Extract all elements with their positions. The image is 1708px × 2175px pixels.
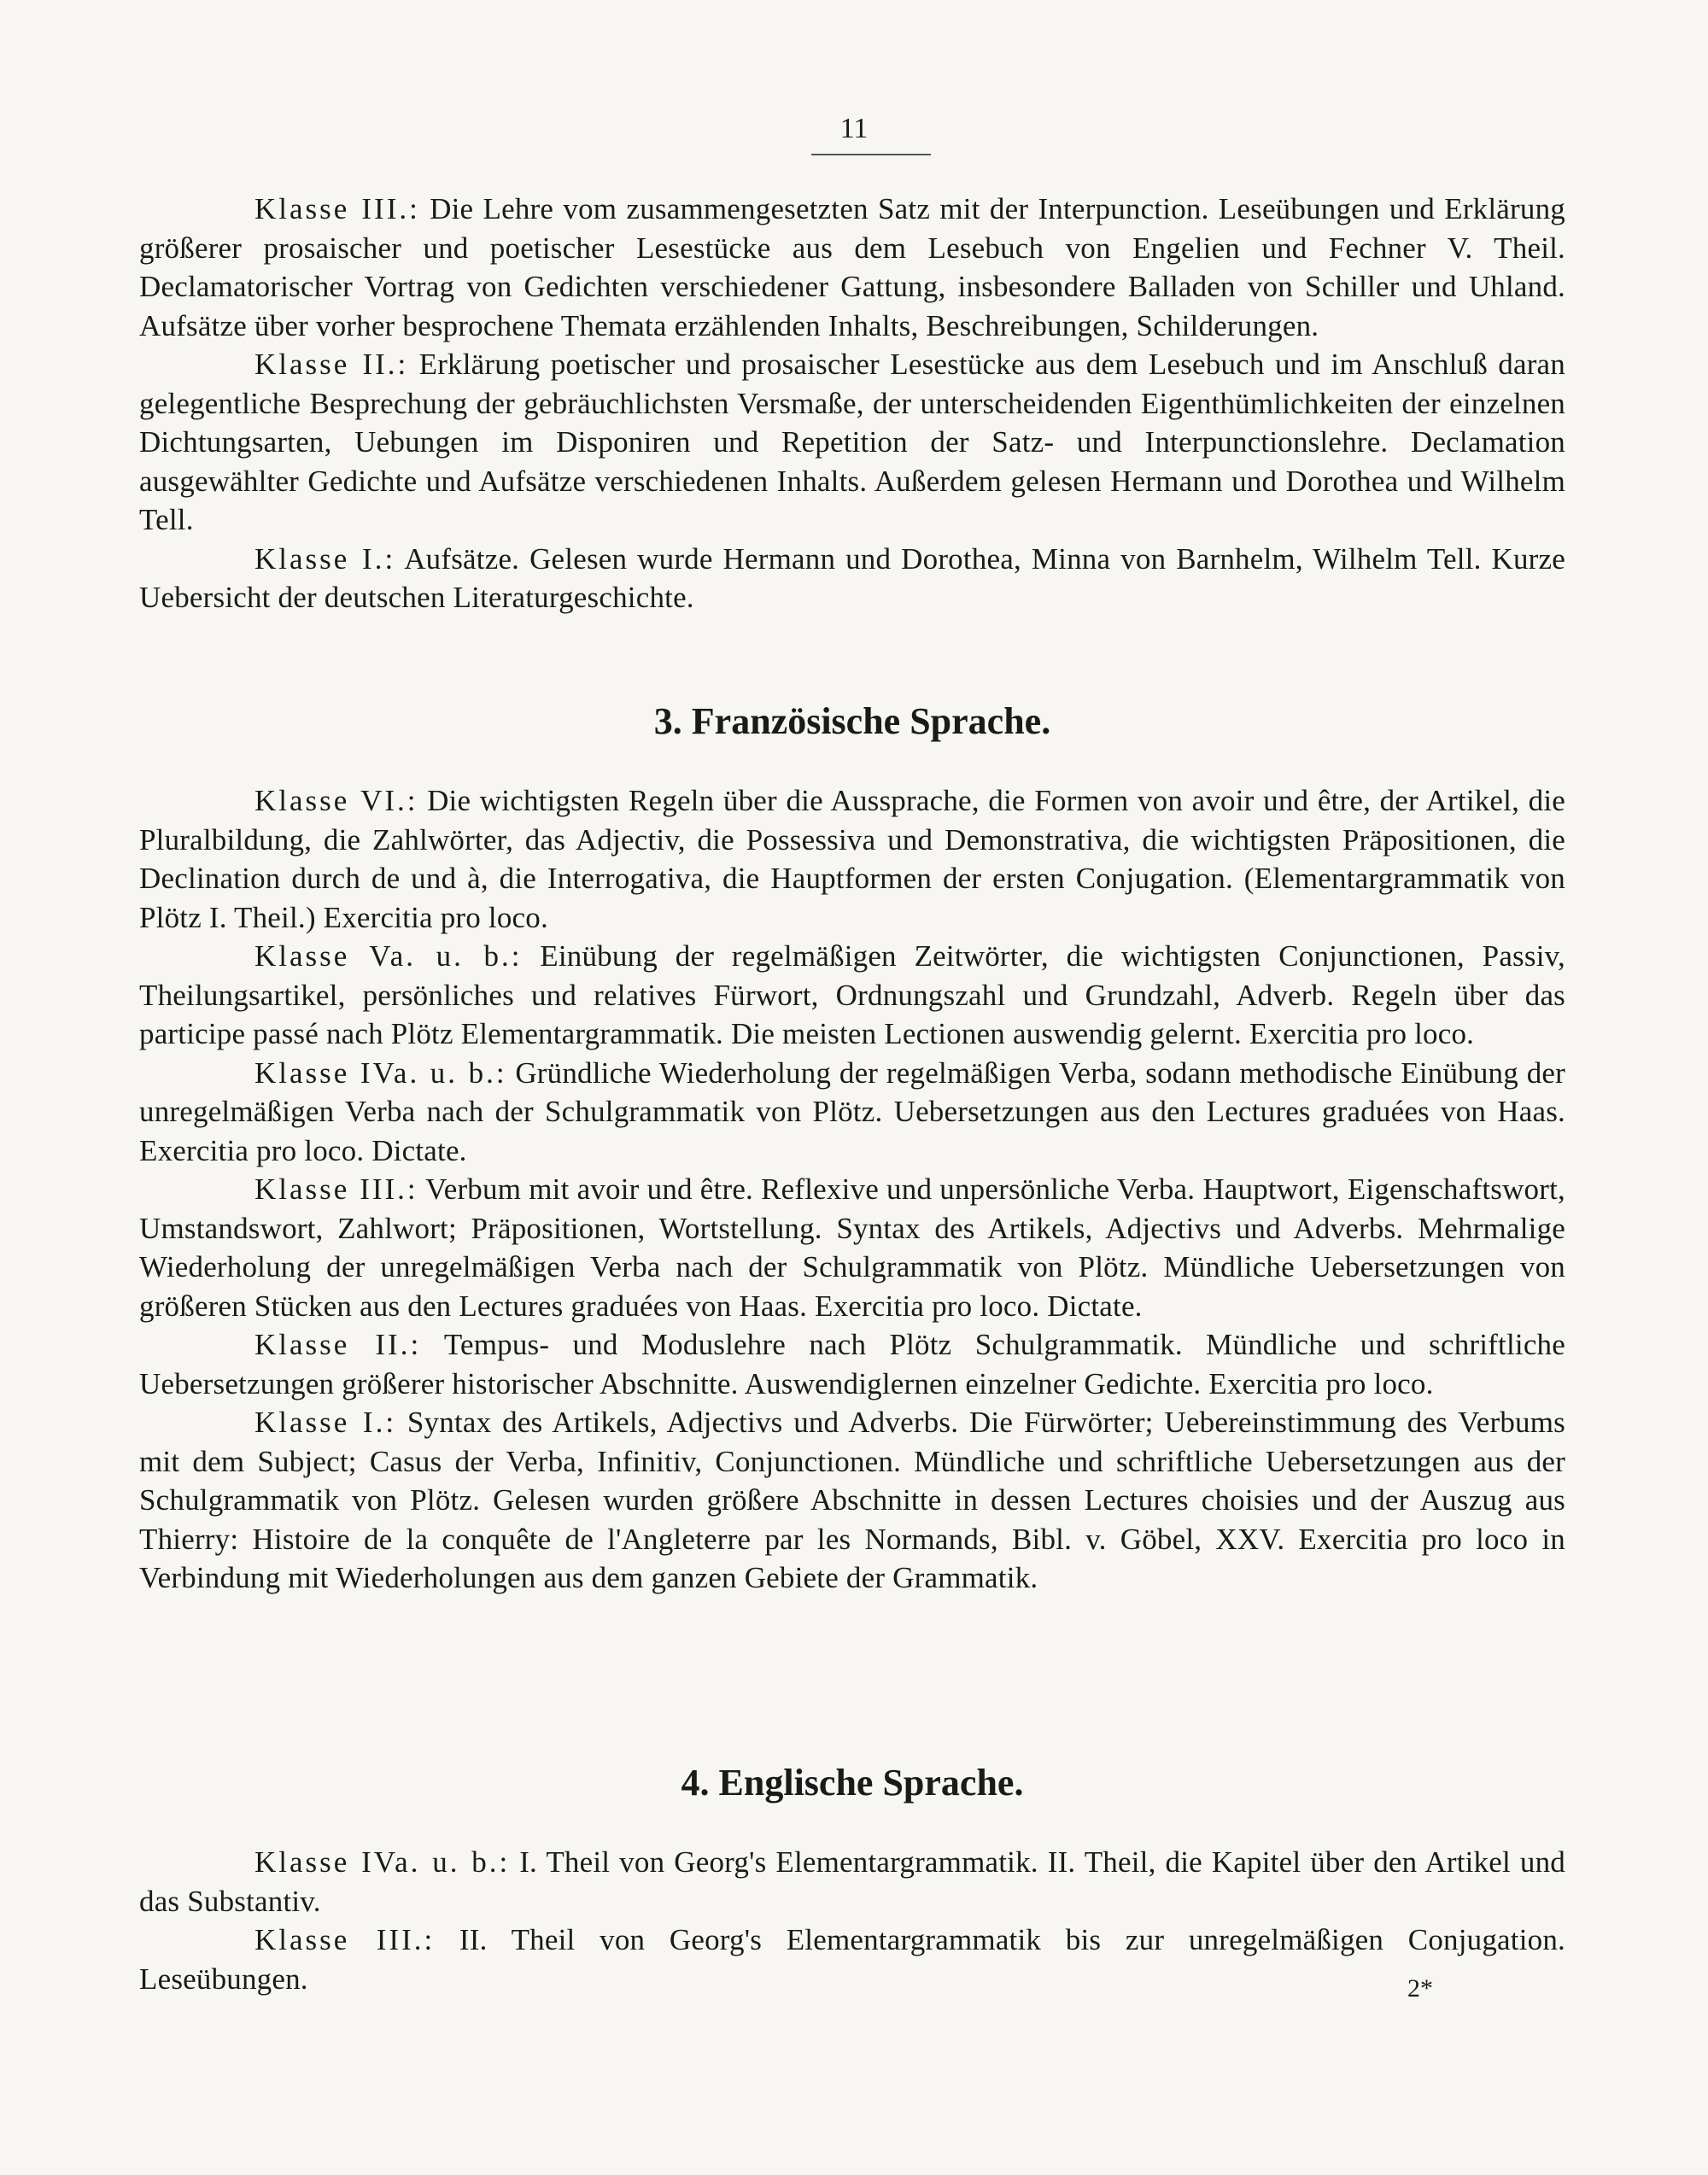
paragraph-french-klasse-5 [139, 937, 1565, 1054]
class-label: Klasse IVa. u. b.: [254, 1055, 507, 1090]
paragraph-text: Tempus- und Moduslehre nach Plötz Schulgrammatik. Mündliche und schriftliche Uebersetzungen größerer historischer Abschnitte. Auswendiglernen einzelner Gedichte. Exercitia pro loco. [139, 1328, 1565, 1400]
paragraph-text: Die Lehre vom zusammengesetzten Satz mit der Interpunction. Leseübungen und Erklärung größerer prosaischer und poetischer Lesestücke aus dem Lesebuch von Engelien und Fechner V. Theil. Declamatorischer Vortrag von Gedichten verschiedener Gattung, insbesondere Balladen von Schiller und Uhland. Aufsätze über vorher besprochene Themata erzählenden Inhalts, Beschreibungen, Schilderungen. [139, 192, 1565, 342]
class-label: Klasse I.: [254, 541, 396, 576]
class-label: Klasse IVa. u. b.: [254, 1845, 511, 1879]
paragraph-english-klasse-3 [139, 1921, 1565, 1998]
page-number: 11 [839, 113, 869, 144]
paragraph-french-klasse-2 [139, 1325, 1565, 1403]
signature-mark: 2* [1407, 1974, 1433, 2003]
class-label: Klasse I.: [254, 1406, 397, 1439]
paragraph-german-klasse-3 [139, 190, 1565, 345]
paragraph-text: Syntax des Artikels, Adjectivs und Adverbs. Die Fürwörter; Uebereinstimmung des Verbums mit dem Subject; Casus der Verba, Infinitiv, Conjunctionen. Mündliche und schriftliche Uebersetzungen aus der Schulgrammatik von Plötz. Gelesen wurden größere Abschnitte in dessen Lectures choisies und der Auszug aus Thierry: Histoire de la conquête de l'Angleterre par les Normands, Bibl. v. Göbel, XXV. Exercitia pro loco in Verbindung mit Wiederholungen aus dem ganzen Gebiete der Grammatik. [139, 1406, 1565, 1594]
class-label: Klasse III.: [254, 1923, 436, 1956]
paragraph-french-klasse-3 [139, 1170, 1565, 1325]
paragraph-french-klasse-6 [139, 781, 1565, 937]
paragraph-german-klasse-1 [139, 540, 1565, 617]
paragraph-french-klasse-4 [139, 1054, 1565, 1171]
french-section [139, 696, 1565, 1598]
class-label: Klasse III.: [254, 1172, 418, 1206]
class-label: Klasse VI.: [254, 784, 418, 817]
paragraph-text: Verbum mit avoir und être. Reflexive und unpersönliche Verba. Hauptwort, Eigenschaftswort, Umstandswort, Zahlwort; Präpositionen, Wortstellung. Syntax des Artikels, Adjectivs und Adverbs. Mehrmalige Wiederholung der unregelmäßigen Verba nach der Schulgrammatik von Plötz. Mündliche Uebersetzungen von größeren Stücken aus den Lectures graduées von Haas. Exercitia pro loco. Dictate. [139, 1172, 1565, 1323]
paragraph-text: Aufsätze. Gelesen wurde Hermann und Dorothea, Minna von Barnhelm, Wilhelm Tell. Kurze Uebersicht der deutschen Literaturgeschichte. [139, 541, 1565, 614]
class-label: Klasse III.: [254, 192, 420, 225]
german-section-continuation [139, 190, 1565, 617]
class-label: Klasse II.: [254, 348, 409, 381]
paragraph-english-klasse-4 [139, 1843, 1565, 1921]
paragraph-text: Einübung der regelmäßigen Zeitwörter, die wichtigsten Conjunctionen, Passiv, Theilungsartikel, persönliches und relatives Fürwort, Ordnungszahl und Grundzahl, Adverb. Regeln über das participe passé nach Plötz Elementargrammatik. Die meisten Lectionen auswendig gelernt. Exercitia pro loco. [139, 939, 1565, 1050]
paragraph-text: I. Theil von Georg's Elementargrammatik. II. Theil, die Kapitel über den Artikel und das Substantiv. [139, 1845, 1565, 1918]
paragraph-text: Gründliche Wiederholung der regelmäßigen Verba, sodann methodische Einübung der unregelmäßigen Verba nach der Schulgrammatik von Plötz. Uebersetzungen aus den Lectures graduées von Haas. Exercitia pro loco. Dictate. [139, 1055, 1565, 1167]
page-number-rule [811, 154, 931, 155]
paragraph-text: Die wichtigsten Regeln über die Aussprache, die Formen von avoir und être, der Artikel, die Pluralbildung, die Zahlwörter, das Adjectiv, die Possessiva und Demonstrativa, die wichtigsten Präpositionen, die Declination durch de und à, die Interrogativa, die Hauptformen der ersten Conjugation. (Elementargrammatik von Plötz I. Theil.) Exercitia pro loco. [139, 784, 1565, 934]
paragraph-german-klasse-2 [139, 345, 1565, 540]
paragraph-text: Erklärung poetischer und prosaischer Lesestücke aus dem Lesebuch und im Anschluß daran gelegentliche Besprechung der gebräuchlichsten Versmaße, der unterscheidenden Eigenthümlichkeiten der einzelnen Dichtungsarten, Uebungen im Disponiren und Repetition der Satz- und Interpunctionslehre. Declamation ausgewählter Gedichte und Aufsätze verschiedenen Inhalts. Außerdem gelesen Hermann und Dorothea und Wilhelm Tell. [139, 348, 1565, 536]
english-section [139, 1757, 1565, 1998]
section-heading-french: 3. Französische Sprache. [653, 700, 1051, 742]
paragraph-french-klasse-1 [139, 1403, 1565, 1598]
class-label: Klasse II.: [254, 1328, 422, 1361]
section-heading-english: 4. Englische Sprache. [681, 1762, 1024, 1804]
paragraph-text: II. Theil von Georg's Elementargrammatik bis zur unregelmäßigen Conjugation. Leseübungen. [139, 1923, 1565, 1996]
class-label: Klasse Va. u. b.: [254, 939, 523, 973]
